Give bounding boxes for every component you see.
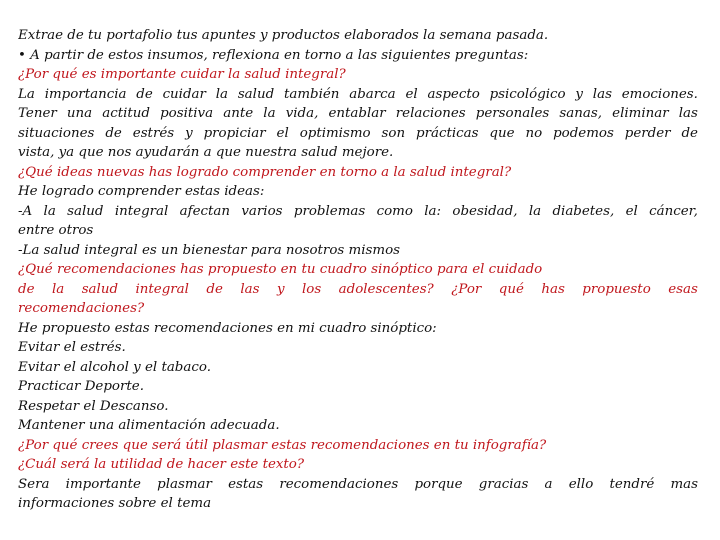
- word: propuesto: [582, 281, 651, 297]
- word: las: [678, 106, 698, 121]
- word: importante: [65, 476, 141, 492]
- word: plasmar: [157, 476, 212, 492]
- word: el: [405, 86, 418, 102]
- answer-1-line-2: [18, 104, 698, 124]
- word: aspecto: [427, 86, 480, 102]
- recommendation-item: Evitar el estrés.: [18, 340, 126, 355]
- answer-1-line-4: vista, ya que nos ayudarán a que nuestra salud mejore.: [18, 145, 394, 160]
- word: y: [185, 125, 193, 141]
- word: mas: [670, 476, 698, 492]
- word: entablar: [328, 106, 386, 121]
- recommendation-item: Practicar Deporte.: [18, 379, 144, 394]
- word: vida,: [285, 106, 319, 121]
- word: recomendaciones: [279, 476, 399, 492]
- word: cáncer,: [649, 203, 698, 219]
- word: problemas: [293, 203, 366, 219]
- word: no: [525, 125, 543, 141]
- question-1: ¿Por qué es importante cuidar la salud integral?: [18, 67, 346, 82]
- answer-2-item-1-cont: entre otros: [18, 223, 94, 238]
- word: abarca: [349, 86, 396, 102]
- word: la: [263, 106, 276, 121]
- word: el: [276, 125, 289, 141]
- word: integral: [135, 281, 189, 297]
- word: afectan: [179, 203, 231, 219]
- word: sanas,: [559, 106, 603, 121]
- instruction-bullet: • A partir de estos insumos, reflexiona en torno a las siguientes preguntas:: [18, 47, 529, 63]
- word: la: [43, 203, 56, 219]
- answer-1-line-1: [18, 85, 698, 105]
- word: de: [681, 125, 698, 141]
- word: de: [105, 125, 122, 141]
- word: psicológico: [489, 86, 566, 102]
- question-3-line-3: recomendaciones?: [18, 301, 145, 316]
- word: perder: [624, 125, 671, 141]
- word: la:: [424, 203, 442, 219]
- word: adolescentes?: [338, 281, 434, 297]
- word: el: [625, 203, 638, 219]
- word: y: [575, 86, 583, 102]
- word: qué: [498, 281, 524, 297]
- word: podemos: [553, 125, 614, 141]
- word: Tener: [18, 106, 57, 121]
- word: cuidar: [162, 86, 206, 102]
- answer-2-intro: He logrado comprender estas ideas:: [18, 184, 265, 199]
- word: una: [66, 106, 93, 121]
- word: porque: [414, 476, 463, 492]
- word: ¿Por: [451, 281, 482, 297]
- question-5: ¿Cuál será la utilidad de hacer este texto?: [18, 457, 305, 472]
- answer-4-line-2: informaciones sobre el tema: [18, 496, 212, 511]
- word: -A: [18, 203, 33, 219]
- word: la: [51, 281, 65, 297]
- word: optimismo: [299, 125, 371, 141]
- word: las: [240, 281, 260, 297]
- word: gracias: [478, 476, 529, 492]
- word: tendré: [609, 476, 655, 492]
- recommendation-item: Mantener una alimentación adecuada.: [18, 418, 280, 433]
- word: también: [283, 86, 340, 102]
- question-4: ¿Por qué crees que será útil plasmar estas recomendaciones en tu infografía?: [18, 437, 547, 453]
- word: positiva: [160, 106, 214, 121]
- word: propiciar: [203, 125, 266, 141]
- answer-2-item-1: [18, 202, 698, 222]
- question-2: ¿Qué ideas nuevas has logrado comprender en torno a la salud integral?: [18, 164, 512, 180]
- question-3-line-2: [18, 280, 698, 300]
- word: salud: [67, 203, 104, 219]
- word: emociones.: [621, 86, 698, 102]
- word: diabetes,: [552, 203, 615, 219]
- word: a: [544, 476, 553, 492]
- word: son: [381, 125, 406, 141]
- answer-1-line-3: [18, 124, 698, 144]
- question-3-line-1: ¿Qué recomendaciones has propuesto en tu cuadro sinóptico para el cuidado: [18, 262, 543, 277]
- answer-3-intro: He propuesto estas recomendaciones en mi cuadro sinóptico:: [18, 320, 437, 336]
- word: salud: [81, 281, 119, 297]
- instruction-line: Extrae de tu portafolio tus apuntes y productos elaborados la semana pasada.: [18, 28, 549, 43]
- word: Sera: [18, 476, 50, 492]
- word: estas: [228, 476, 264, 492]
- word: personales: [475, 106, 550, 121]
- word: relaciones: [395, 106, 466, 121]
- word: la: [528, 203, 542, 219]
- word: la: [215, 86, 229, 102]
- word: de: [136, 86, 153, 102]
- word: eliminar: [612, 106, 669, 121]
- word: como: [376, 203, 413, 219]
- word: ante: [223, 106, 254, 121]
- word: de: [206, 281, 223, 297]
- word: estrés: [132, 125, 175, 141]
- word: obesidad,: [452, 203, 518, 219]
- word: de: [18, 281, 35, 297]
- document-body: [18, 26, 698, 514]
- word: las: [592, 86, 612, 102]
- word: La: [18, 86, 35, 102]
- word: los: [301, 281, 322, 297]
- recommendation-item: Evitar el alcohol y el tabaco.: [18, 359, 211, 375]
- word: esas: [668, 281, 698, 297]
- word: varios: [241, 203, 283, 219]
- recommendation-item: Respetar el Descanso.: [18, 398, 169, 414]
- word: salud: [237, 86, 275, 102]
- word: integral: [114, 203, 169, 219]
- word: importancia: [44, 86, 127, 102]
- word: que: [489, 125, 515, 141]
- word: y: [276, 281, 285, 297]
- word: actitud: [102, 106, 150, 121]
- answer-4-line-1: [18, 475, 698, 495]
- word: ello: [568, 476, 594, 492]
- word: situaciones: [18, 125, 95, 141]
- answer-2-item-2: -La salud integral es un bienestar para nosotros mismos: [18, 242, 401, 258]
- word: has: [541, 281, 565, 297]
- word: prácticas: [416, 125, 479, 141]
